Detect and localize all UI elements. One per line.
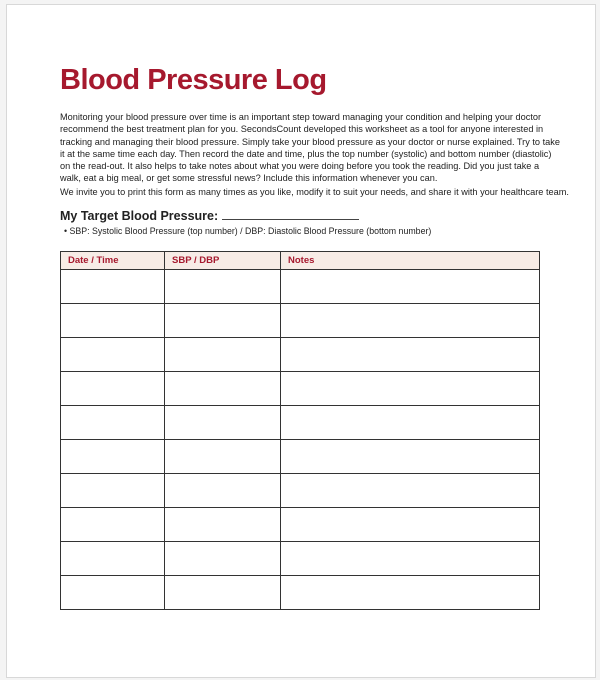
table-row (61, 440, 540, 474)
target-bp-blank[interactable] (222, 207, 359, 220)
date-time-cell[interactable] (61, 440, 165, 474)
date-time-cell[interactable] (61, 372, 165, 406)
sbp-dbp-cell[interactable] (165, 508, 281, 542)
date-time-cell[interactable] (61, 338, 165, 372)
intro-line: it at the same time each day. Then record the date and time, plus the top number (systolic) and bottom number (diastolic) (60, 148, 552, 159)
notes-cell[interactable] (281, 304, 540, 338)
target-bp-field (60, 207, 359, 223)
sbp-dbp-cell[interactable] (165, 372, 281, 406)
intro-paragraph (60, 111, 560, 185)
table-header-row (61, 252, 540, 270)
abbreviation-note: • SBP: Systolic Blood Pressure (top number) / DBP: Diastolic Blood Pressure (bottom number) (64, 226, 432, 236)
intro-line: tracking and managing their blood pressure. Simply take your blood pressure as your doctor or nurse explained. Try to take (60, 136, 560, 147)
notes-cell[interactable] (281, 372, 540, 406)
table-row (61, 270, 540, 304)
page-title: Blood Pressure Log (60, 64, 327, 96)
table-row (61, 304, 540, 338)
notes-cell[interactable] (281, 474, 540, 508)
sbp-dbp-cell[interactable] (165, 304, 281, 338)
intro-line: on the read-out. It also helps to take notes about what you were doing before you took the reading. Did you just take a (60, 161, 540, 172)
notes-cell[interactable] (281, 338, 540, 372)
notes-cell[interactable] (281, 440, 540, 474)
date-time-cell[interactable] (61, 270, 165, 304)
sbp-dbp-cell[interactable] (165, 576, 281, 610)
sbp-dbp-cell[interactable] (165, 542, 281, 576)
sbp-dbp-cell[interactable] (165, 270, 281, 304)
notes-cell[interactable] (281, 508, 540, 542)
log-table (60, 251, 540, 610)
sbp-dbp-cell[interactable] (165, 406, 281, 440)
date-time-cell[interactable] (61, 542, 165, 576)
table-row (61, 474, 540, 508)
date-time-cell[interactable] (61, 304, 165, 338)
header-date-time: Date / Time (61, 252, 165, 270)
date-time-cell[interactable] (61, 474, 165, 508)
table-row (61, 508, 540, 542)
sbp-dbp-cell[interactable] (165, 474, 281, 508)
invite-text: We invite you to print this form as many times as you like, modify it to suit your needs, and share it with your healthcare team. (60, 187, 569, 197)
table-row (61, 406, 540, 440)
header-notes: Notes (281, 252, 540, 270)
table-row (61, 576, 540, 610)
intro-line: recommend the best treatment plan for you. SecondsCount developed this worksheet as a tool for anyone interested in (60, 124, 544, 135)
notes-cell[interactable] (281, 406, 540, 440)
notes-cell[interactable] (281, 270, 540, 304)
header-sbp-dbp: SBP / DBP (165, 252, 281, 270)
table-row (61, 542, 540, 576)
sbp-dbp-cell[interactable] (165, 440, 281, 474)
sbp-dbp-cell[interactable] (165, 338, 281, 372)
date-time-cell[interactable] (61, 508, 165, 542)
intro-line: Monitoring your blood pressure over time is an important step toward managing your condition and helping your doctor (60, 112, 542, 122)
notes-cell[interactable] (281, 542, 540, 576)
date-time-cell[interactable] (61, 576, 165, 610)
table-row (61, 338, 540, 372)
date-time-cell[interactable] (61, 406, 165, 440)
target-bp-label: My Target Blood Pressure: (60, 209, 219, 223)
table-row (61, 372, 540, 406)
intro-line: walk, eat a big meal, or get some stressful news? Include this information whenever you can. (60, 173, 438, 184)
notes-cell[interactable] (281, 576, 540, 610)
